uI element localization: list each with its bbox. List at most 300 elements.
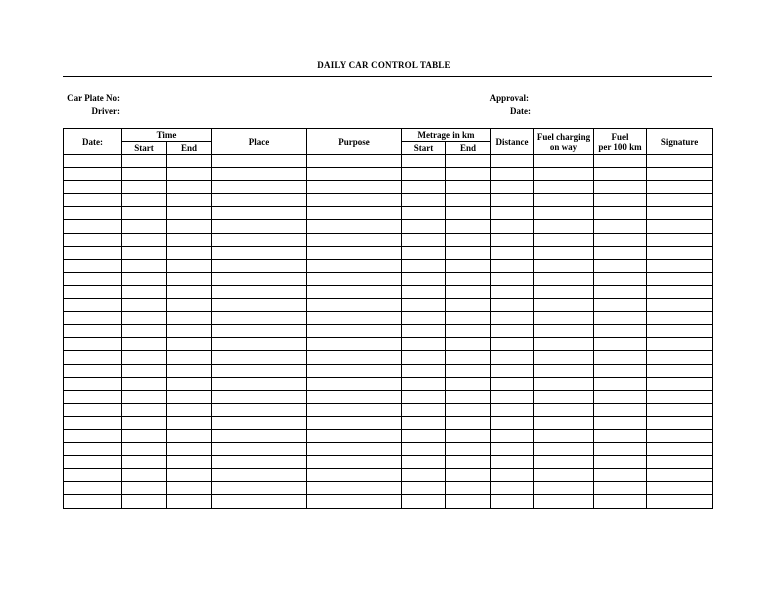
- table-cell[interactable]: [446, 181, 491, 194]
- table-cell[interactable]: [307, 443, 402, 456]
- table-cell[interactable]: [491, 259, 534, 272]
- table-cell[interactable]: [594, 194, 647, 207]
- table-cell[interactable]: [64, 325, 122, 338]
- table-cell[interactable]: [307, 390, 402, 403]
- table-cell[interactable]: [491, 181, 534, 194]
- table-cell[interactable]: [212, 390, 307, 403]
- table-cell[interactable]: [594, 168, 647, 181]
- table-cell[interactable]: [647, 390, 713, 403]
- table-cell[interactable]: [594, 325, 647, 338]
- table-cell[interactable]: [64, 220, 122, 233]
- table-cell[interactable]: [307, 456, 402, 469]
- table-cell[interactable]: [307, 233, 402, 246]
- table-cell[interactable]: [307, 482, 402, 495]
- table-cell[interactable]: [594, 390, 647, 403]
- table-cell[interactable]: [122, 338, 167, 351]
- table-cell[interactable]: [446, 364, 491, 377]
- table-cell[interactable]: [307, 469, 402, 482]
- table-cell[interactable]: [534, 272, 594, 285]
- table-cell[interactable]: [212, 168, 307, 181]
- table-cell[interactable]: [402, 272, 446, 285]
- table-cell[interactable]: [212, 325, 307, 338]
- table-cell[interactable]: [167, 155, 212, 168]
- table-cell[interactable]: [534, 416, 594, 429]
- table-cell[interactable]: [212, 495, 307, 508]
- table-cell[interactable]: [167, 168, 212, 181]
- table-cell[interactable]: [307, 325, 402, 338]
- table-cell[interactable]: [212, 207, 307, 220]
- table-cell[interactable]: [122, 272, 167, 285]
- table-cell[interactable]: [647, 338, 713, 351]
- table-cell[interactable]: [167, 390, 212, 403]
- table-cell[interactable]: [307, 377, 402, 390]
- table-cell[interactable]: [594, 482, 647, 495]
- table-cell[interactable]: [491, 416, 534, 429]
- table-cell[interactable]: [307, 429, 402, 442]
- table-cell[interactable]: [647, 416, 713, 429]
- table-cell[interactable]: [122, 390, 167, 403]
- table-cell[interactable]: [534, 181, 594, 194]
- table-cell[interactable]: [307, 194, 402, 207]
- table-cell[interactable]: [647, 482, 713, 495]
- table-cell[interactable]: [594, 456, 647, 469]
- table-cell[interactable]: [534, 364, 594, 377]
- table-cell[interactable]: [491, 364, 534, 377]
- table-cell[interactable]: [167, 495, 212, 508]
- table-cell[interactable]: [594, 416, 647, 429]
- table-cell[interactable]: [307, 220, 402, 233]
- table-cell[interactable]: [402, 469, 446, 482]
- table-cell[interactable]: [122, 299, 167, 312]
- table-cell[interactable]: [307, 351, 402, 364]
- table-cell[interactable]: [491, 377, 534, 390]
- table-cell[interactable]: [122, 233, 167, 246]
- table-cell[interactable]: [647, 377, 713, 390]
- table-cell[interactable]: [402, 168, 446, 181]
- table-cell[interactable]: [212, 482, 307, 495]
- table-cell[interactable]: [212, 377, 307, 390]
- table-cell[interactable]: [212, 246, 307, 259]
- table-cell[interactable]: [491, 272, 534, 285]
- table-cell[interactable]: [122, 168, 167, 181]
- table-cell[interactable]: [446, 299, 491, 312]
- table-cell[interactable]: [534, 207, 594, 220]
- table-cell[interactable]: [402, 285, 446, 298]
- table-cell[interactable]: [446, 495, 491, 508]
- table-cell[interactable]: [402, 364, 446, 377]
- table-cell[interactable]: [402, 299, 446, 312]
- table-cell[interactable]: [402, 495, 446, 508]
- table-cell[interactable]: [167, 233, 212, 246]
- table-cell[interactable]: [594, 207, 647, 220]
- table-cell[interactable]: [167, 220, 212, 233]
- table-cell[interactable]: [647, 364, 713, 377]
- table-cell[interactable]: [167, 194, 212, 207]
- table-cell[interactable]: [64, 299, 122, 312]
- table-cell[interactable]: [402, 377, 446, 390]
- table-cell[interactable]: [402, 207, 446, 220]
- table-cell[interactable]: [446, 456, 491, 469]
- table-cell[interactable]: [594, 443, 647, 456]
- table-cell[interactable]: [167, 325, 212, 338]
- table-cell[interactable]: [594, 351, 647, 364]
- table-cell[interactable]: [446, 312, 491, 325]
- table-cell[interactable]: [64, 207, 122, 220]
- table-cell[interactable]: [122, 351, 167, 364]
- table-cell[interactable]: [446, 482, 491, 495]
- table-cell[interactable]: [122, 285, 167, 298]
- table-cell[interactable]: [446, 469, 491, 482]
- table-cell[interactable]: [491, 390, 534, 403]
- table-cell[interactable]: [402, 403, 446, 416]
- table-cell[interactable]: [446, 220, 491, 233]
- table-cell[interactable]: [212, 364, 307, 377]
- table-cell[interactable]: [491, 495, 534, 508]
- table-cell[interactable]: [446, 351, 491, 364]
- table-cell[interactable]: [534, 338, 594, 351]
- table-cell[interactable]: [167, 351, 212, 364]
- table-cell[interactable]: [122, 377, 167, 390]
- table-cell[interactable]: [534, 246, 594, 259]
- table-cell[interactable]: [491, 443, 534, 456]
- table-cell[interactable]: [64, 155, 122, 168]
- table-cell[interactable]: [446, 246, 491, 259]
- table-cell[interactable]: [167, 429, 212, 442]
- table-cell[interactable]: [167, 443, 212, 456]
- table-cell[interactable]: [402, 259, 446, 272]
- table-cell[interactable]: [491, 299, 534, 312]
- table-cell[interactable]: [446, 285, 491, 298]
- table-cell[interactable]: [122, 495, 167, 508]
- table-cell[interactable]: [446, 377, 491, 390]
- table-cell[interactable]: [212, 351, 307, 364]
- table-cell[interactable]: [307, 495, 402, 508]
- table-cell[interactable]: [122, 416, 167, 429]
- table-cell[interactable]: [167, 456, 212, 469]
- table-cell[interactable]: [402, 416, 446, 429]
- table-cell[interactable]: [167, 416, 212, 429]
- table-cell[interactable]: [491, 482, 534, 495]
- table-cell[interactable]: [212, 456, 307, 469]
- table-cell[interactable]: [64, 246, 122, 259]
- table-cell[interactable]: [307, 364, 402, 377]
- table-cell[interactable]: [402, 429, 446, 442]
- table-cell[interactable]: [647, 456, 713, 469]
- table-cell[interactable]: [64, 469, 122, 482]
- table-cell[interactable]: [647, 403, 713, 416]
- table-cell[interactable]: [212, 312, 307, 325]
- table-cell[interactable]: [167, 482, 212, 495]
- table-cell[interactable]: [212, 259, 307, 272]
- table-cell[interactable]: [402, 338, 446, 351]
- table-cell[interactable]: [64, 429, 122, 442]
- table-cell[interactable]: [167, 259, 212, 272]
- table-cell[interactable]: [402, 233, 446, 246]
- table-cell[interactable]: [491, 194, 534, 207]
- table-cell[interactable]: [64, 364, 122, 377]
- table-cell[interactable]: [402, 155, 446, 168]
- table-cell[interactable]: [307, 168, 402, 181]
- table-cell[interactable]: [594, 259, 647, 272]
- table-cell[interactable]: [647, 259, 713, 272]
- table-cell[interactable]: [122, 403, 167, 416]
- table-cell[interactable]: [64, 194, 122, 207]
- table-cell[interactable]: [402, 443, 446, 456]
- table-cell[interactable]: [491, 312, 534, 325]
- table-cell[interactable]: [212, 299, 307, 312]
- table-cell[interactable]: [122, 325, 167, 338]
- table-cell[interactable]: [491, 168, 534, 181]
- table-cell[interactable]: [647, 443, 713, 456]
- table-cell[interactable]: [446, 155, 491, 168]
- table-cell[interactable]: [307, 338, 402, 351]
- table-cell[interactable]: [307, 416, 402, 429]
- table-cell[interactable]: [446, 233, 491, 246]
- table-cell[interactable]: [491, 207, 534, 220]
- table-cell[interactable]: [64, 312, 122, 325]
- table-cell[interactable]: [212, 469, 307, 482]
- table-cell[interactable]: [534, 233, 594, 246]
- table-cell[interactable]: [402, 220, 446, 233]
- table-cell[interactable]: [446, 325, 491, 338]
- table-cell[interactable]: [647, 246, 713, 259]
- table-cell[interactable]: [167, 299, 212, 312]
- table-cell[interactable]: [594, 403, 647, 416]
- table-cell[interactable]: [594, 233, 647, 246]
- table-cell[interactable]: [64, 259, 122, 272]
- table-cell[interactable]: [212, 194, 307, 207]
- table-cell[interactable]: [307, 207, 402, 220]
- table-cell[interactable]: [446, 259, 491, 272]
- table-cell[interactable]: [594, 377, 647, 390]
- table-cell[interactable]: [594, 181, 647, 194]
- table-cell[interactable]: [167, 312, 212, 325]
- table-cell[interactable]: [64, 285, 122, 298]
- table-cell[interactable]: [402, 246, 446, 259]
- table-cell[interactable]: [534, 259, 594, 272]
- table-cell[interactable]: [167, 207, 212, 220]
- table-cell[interactable]: [122, 220, 167, 233]
- table-cell[interactable]: [212, 443, 307, 456]
- table-cell[interactable]: [534, 482, 594, 495]
- table-cell[interactable]: [491, 285, 534, 298]
- table-cell[interactable]: [647, 155, 713, 168]
- table-cell[interactable]: [491, 233, 534, 246]
- table-cell[interactable]: [212, 338, 307, 351]
- table-cell[interactable]: [491, 429, 534, 442]
- table-cell[interactable]: [534, 403, 594, 416]
- table-cell[interactable]: [212, 403, 307, 416]
- table-cell[interactable]: [491, 220, 534, 233]
- table-cell[interactable]: [167, 469, 212, 482]
- table-cell[interactable]: [534, 155, 594, 168]
- table-cell[interactable]: [122, 155, 167, 168]
- table-cell[interactable]: [167, 338, 212, 351]
- table-cell[interactable]: [122, 181, 167, 194]
- table-cell[interactable]: [212, 220, 307, 233]
- table-cell[interactable]: [122, 364, 167, 377]
- table-cell[interactable]: [167, 285, 212, 298]
- table-cell[interactable]: [446, 443, 491, 456]
- table-cell[interactable]: [122, 443, 167, 456]
- table-cell[interactable]: [307, 155, 402, 168]
- table-cell[interactable]: [594, 469, 647, 482]
- table-cell[interactable]: [534, 377, 594, 390]
- table-cell[interactable]: [64, 390, 122, 403]
- table-cell[interactable]: [167, 403, 212, 416]
- table-cell[interactable]: [307, 299, 402, 312]
- table-cell[interactable]: [534, 220, 594, 233]
- table-cell[interactable]: [534, 194, 594, 207]
- table-cell[interactable]: [64, 272, 122, 285]
- table-cell[interactable]: [594, 338, 647, 351]
- table-cell[interactable]: [594, 429, 647, 442]
- table-cell[interactable]: [167, 181, 212, 194]
- table-cell[interactable]: [594, 312, 647, 325]
- table-cell[interactable]: [402, 194, 446, 207]
- table-cell[interactable]: [64, 495, 122, 508]
- table-cell[interactable]: [647, 495, 713, 508]
- table-cell[interactable]: [647, 194, 713, 207]
- table-cell[interactable]: [307, 246, 402, 259]
- table-cell[interactable]: [122, 207, 167, 220]
- table-cell[interactable]: [64, 482, 122, 495]
- table-cell[interactable]: [212, 155, 307, 168]
- table-cell[interactable]: [647, 220, 713, 233]
- table-cell[interactable]: [212, 285, 307, 298]
- table-cell[interactable]: [534, 299, 594, 312]
- table-cell[interactable]: [212, 181, 307, 194]
- table-cell[interactable]: [64, 403, 122, 416]
- table-cell[interactable]: [122, 246, 167, 259]
- table-cell[interactable]: [534, 456, 594, 469]
- table-cell[interactable]: [307, 312, 402, 325]
- table-cell[interactable]: [64, 377, 122, 390]
- table-cell[interactable]: [534, 443, 594, 456]
- table-cell[interactable]: [446, 207, 491, 220]
- table-cell[interactable]: [446, 338, 491, 351]
- table-cell[interactable]: [534, 285, 594, 298]
- table-cell[interactable]: [212, 272, 307, 285]
- table-cell[interactable]: [122, 429, 167, 442]
- table-cell[interactable]: [64, 233, 122, 246]
- table-cell[interactable]: [307, 181, 402, 194]
- table-cell[interactable]: [167, 272, 212, 285]
- table-cell[interactable]: [647, 312, 713, 325]
- table-cell[interactable]: [647, 272, 713, 285]
- table-cell[interactable]: [647, 207, 713, 220]
- table-cell[interactable]: [446, 429, 491, 442]
- table-cell[interactable]: [647, 181, 713, 194]
- table-cell[interactable]: [122, 482, 167, 495]
- table-cell[interactable]: [491, 325, 534, 338]
- table-cell[interactable]: [534, 495, 594, 508]
- table-cell[interactable]: [491, 403, 534, 416]
- table-cell[interactable]: [64, 338, 122, 351]
- table-cell[interactable]: [594, 364, 647, 377]
- table-cell[interactable]: [64, 351, 122, 364]
- table-cell[interactable]: [64, 416, 122, 429]
- table-cell[interactable]: [647, 233, 713, 246]
- car-plate-label: Car Plate No:: [67, 93, 120, 103]
- table-cell[interactable]: [64, 456, 122, 469]
- table-cell[interactable]: [446, 403, 491, 416]
- table-cell[interactable]: [167, 377, 212, 390]
- table-cell[interactable]: [491, 351, 534, 364]
- table-cell[interactable]: [491, 338, 534, 351]
- table-cell[interactable]: [647, 469, 713, 482]
- table-cell[interactable]: [402, 390, 446, 403]
- table-cell[interactable]: [594, 285, 647, 298]
- table-cell[interactable]: [122, 312, 167, 325]
- table-cell[interactable]: [534, 351, 594, 364]
- table-cell[interactable]: [446, 416, 491, 429]
- table-cell[interactable]: [402, 181, 446, 194]
- table-cell[interactable]: [647, 429, 713, 442]
- table-cell[interactable]: [402, 351, 446, 364]
- table-cell[interactable]: [647, 351, 713, 364]
- table-cell[interactable]: [212, 233, 307, 246]
- table-cell[interactable]: [122, 456, 167, 469]
- table-cell[interactable]: [534, 312, 594, 325]
- col-place: Place: [212, 129, 307, 155]
- table-cell[interactable]: [402, 325, 446, 338]
- table-cell[interactable]: [446, 272, 491, 285]
- table-cell[interactable]: [64, 181, 122, 194]
- table-cell[interactable]: [647, 299, 713, 312]
- table-cell[interactable]: [491, 155, 534, 168]
- table-cell[interactable]: [307, 259, 402, 272]
- table-cell[interactable]: [594, 246, 647, 259]
- table-cell[interactable]: [446, 194, 491, 207]
- table-cell[interactable]: [212, 429, 307, 442]
- table-cell[interactable]: [446, 390, 491, 403]
- table-cell[interactable]: [647, 285, 713, 298]
- table-cell[interactable]: [446, 168, 491, 181]
- col-metrage: Metrage in km: [402, 129, 491, 142]
- table-cell[interactable]: [167, 364, 212, 377]
- table-cell[interactable]: [534, 390, 594, 403]
- table-cell[interactable]: [647, 325, 713, 338]
- table-cell[interactable]: [64, 443, 122, 456]
- table-cell[interactable]: [594, 299, 647, 312]
- table-cell[interactable]: [64, 168, 122, 181]
- table-cell[interactable]: [491, 456, 534, 469]
- table-cell[interactable]: [594, 155, 647, 168]
- table-cell[interactable]: [402, 482, 446, 495]
- table-cell[interactable]: [122, 259, 167, 272]
- table-cell[interactable]: [534, 325, 594, 338]
- table-cell[interactable]: [491, 246, 534, 259]
- table-cell[interactable]: [212, 416, 307, 429]
- table-cell[interactable]: [122, 469, 167, 482]
- table-cell[interactable]: [594, 220, 647, 233]
- table-cell[interactable]: [122, 194, 167, 207]
- table-cell[interactable]: [647, 168, 713, 181]
- table-cell[interactable]: [307, 403, 402, 416]
- table-cell[interactable]: [534, 429, 594, 442]
- table-cell[interactable]: [167, 246, 212, 259]
- table-cell[interactable]: [594, 272, 647, 285]
- table-cell[interactable]: [307, 285, 402, 298]
- table-cell[interactable]: [402, 312, 446, 325]
- table-cell[interactable]: [307, 272, 402, 285]
- table-cell[interactable]: [402, 456, 446, 469]
- table-cell[interactable]: [594, 495, 647, 508]
- table-cell[interactable]: [534, 168, 594, 181]
- table-cell[interactable]: [534, 469, 594, 482]
- table-cell[interactable]: [491, 469, 534, 482]
